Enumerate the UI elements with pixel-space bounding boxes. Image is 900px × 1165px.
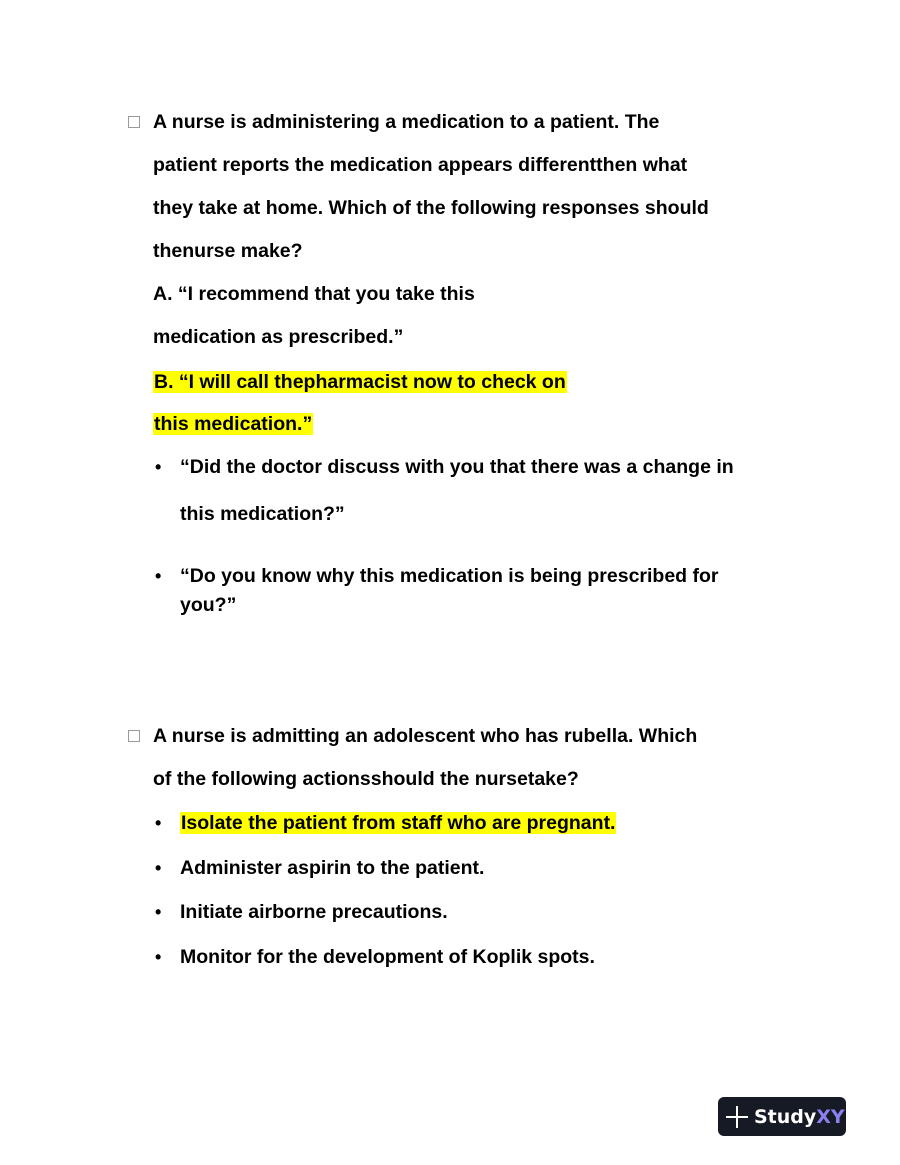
question1-bullet1-line-1: “Did the doctor discuss with you that there was a change in: [180, 456, 734, 478]
question1-text-line-4: thenurse make?: [153, 240, 303, 262]
question2-checkbox[interactable]: [128, 730, 140, 742]
question1-option-b-line-1: [153, 370, 567, 394]
highlighted-answer: Isolate the patient from staff who are pregnant.: [181, 812, 616, 834]
question1-text-line-3: they take at home. Which of the following responses should: [153, 197, 709, 219]
question1-text-line-2: patient reports the medication appears differentthen what: [153, 154, 688, 176]
highlighted-answer: this medication.”: [154, 413, 313, 435]
question1-option-b-line-2: [153, 412, 313, 436]
plus-icon: [726, 1106, 748, 1128]
question2-option-4: Monitor for the development of Koplik spots.: [180, 946, 595, 968]
question1-option-a-line-1: A. “I recommend that you take this: [153, 283, 475, 305]
question1-checkbox[interactable]: [128, 116, 140, 128]
question1-option-a-line-2: medication as prescribed.”: [153, 326, 404, 348]
bullet-icon: •: [155, 902, 162, 922]
bullet-icon: •: [155, 858, 162, 878]
bullet-icon: •: [155, 457, 162, 477]
question1-bullet2-line-2: you?”: [180, 594, 237, 616]
question1-text-line-1: A nurse is administering a medication to a patient. The: [153, 111, 660, 133]
logo-text-main: Study: [754, 1105, 817, 1128]
highlighted-answer: B. “I will call thepharmacist now to check on: [154, 371, 566, 393]
question2-text-line-1: A nurse is admitting an adolescent who has rubella. Which: [153, 725, 698, 747]
logo-text-accent: XY: [816, 1105, 845, 1128]
bullet-icon: •: [155, 813, 162, 833]
question1-bullet1-line-2: this medication?”: [180, 503, 345, 525]
question1-bullet2-line-1: “Do you know why this medication is being prescribed for: [180, 565, 719, 587]
question2-option-1: [180, 811, 616, 835]
question2-option-3: Initiate airborne precautions.: [180, 901, 448, 923]
bullet-icon: •: [155, 566, 162, 586]
studyxy-logo[interactable]: [718, 1097, 846, 1136]
question2-text-line-2: of the following actionsshould the nursetake?: [153, 768, 579, 790]
bullet-icon: •: [155, 947, 162, 967]
question2-option-2: Administer aspirin to the patient.: [180, 857, 485, 879]
